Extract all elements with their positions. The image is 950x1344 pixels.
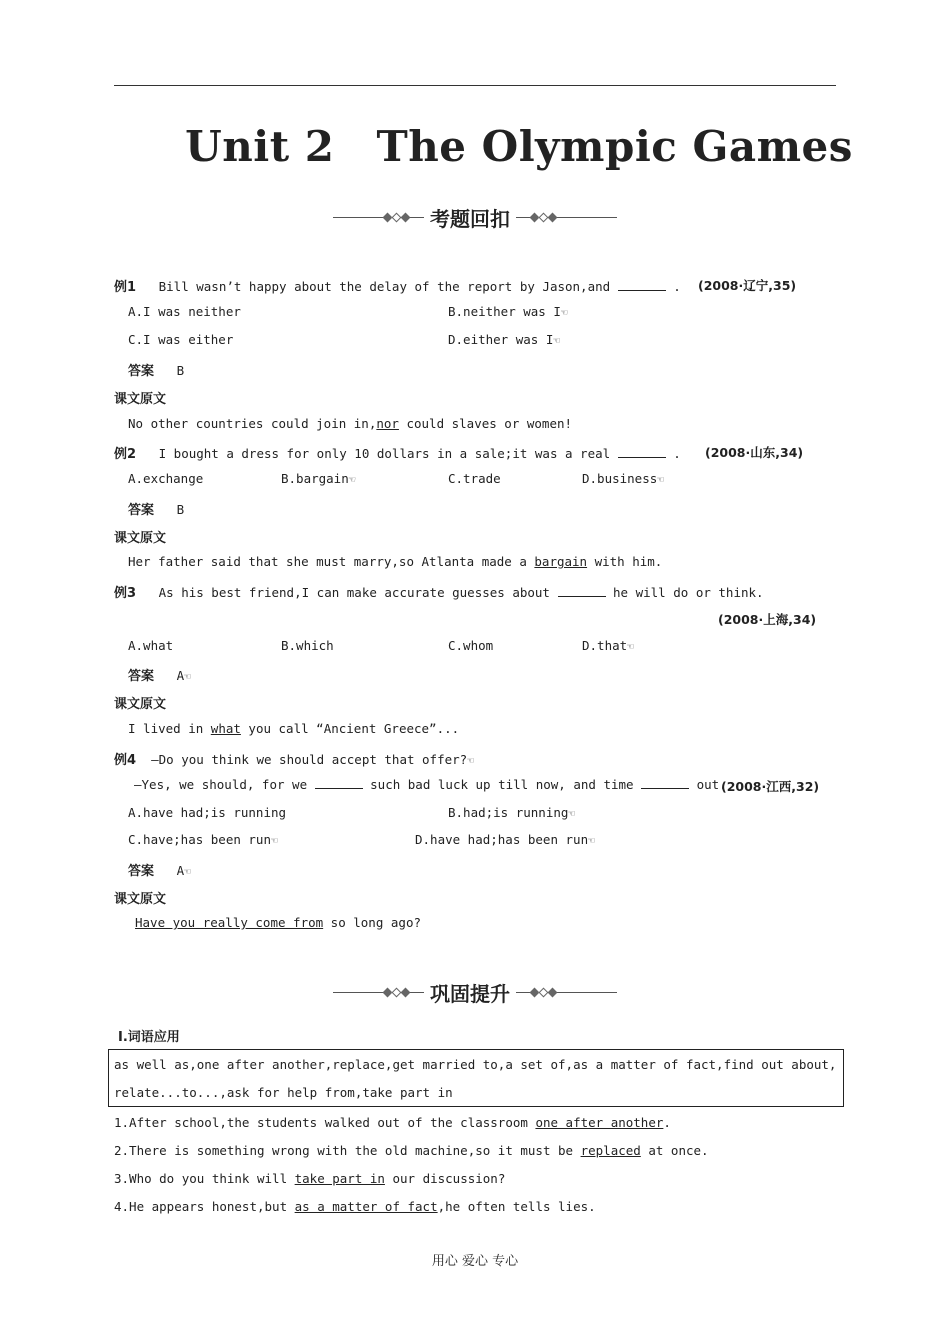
mark-icon: ☜ (568, 807, 576, 820)
example-4-source: (2008·江西,32) (721, 779, 820, 794)
example-4-reply: —Yes, we should, for we such bad luck up till now, and time out. (134, 777, 727, 792)
title-unit: Unit 2 (185, 122, 335, 171)
answer-blank (315, 778, 363, 789)
question-4: 4.He appears honest,but as a matter of fact,he often tells lies. (114, 1199, 596, 1214)
mark-icon: ☜ (271, 834, 278, 847)
example-tag: 例1 (114, 280, 137, 295)
example-3-answer: 答案 A☜ (128, 668, 191, 684)
mark-icon: ☜ (560, 306, 568, 319)
option-b: B.bargain☜ (281, 471, 356, 486)
option-d: D.have had;has been run☜ (415, 832, 595, 847)
header-rule (114, 85, 836, 86)
example-2-original: Her father said that she must marry,so Atlanta made a bargain with him. (128, 554, 663, 569)
mark-icon: ☜ (627, 640, 634, 653)
example-3-original: I lived in what you call “Ancient Greece”... (128, 721, 460, 736)
ornament-left-icon (333, 989, 424, 996)
example-1-original: No other countries could join in,nor could slaves or women! (128, 416, 573, 431)
option-d: D.either was I☜ (448, 332, 560, 347)
original-text-label: 课文原文 (114, 531, 167, 546)
option-c: C.trade (448, 471, 501, 486)
original-text-label: 课文原文 (114, 392, 167, 407)
example-4-answer: 答案 A☜ (128, 863, 191, 879)
example-2-answer: 答案 B (128, 502, 185, 518)
stem-end: . (673, 279, 681, 294)
option-b: B.had;is running☜ (448, 805, 576, 820)
question-2: 2.There is something wrong with the old machine,so it must be replaced at once. (114, 1143, 709, 1158)
question-3: 3.Who do you think will take part in our discussion? (114, 1171, 506, 1186)
section-heading-review (0, 203, 950, 232)
example-2-source: (2008·山东,34) (705, 445, 804, 460)
title-topic: The Olympic Games (376, 122, 853, 171)
original-text-label: 课文原文 (114, 892, 167, 907)
example-1-answer: 答案 B (128, 363, 185, 379)
option-c: C.whom (448, 638, 494, 653)
option-d: D.business☜ (582, 471, 664, 486)
example-1-stem (114, 276, 681, 295)
option-a: A.I was neither (128, 304, 241, 319)
example-3-stem: 例3 As his best friend,I can make accurate guesses about he will do or think. (114, 585, 764, 601)
ornament-right-icon (516, 989, 617, 996)
mark-icon: ☜ (184, 865, 191, 878)
option-a: A.exchange (128, 471, 204, 486)
answer-blank (618, 447, 666, 458)
page-footer: 用心 爱心 专心 (431, 1254, 519, 1269)
example-tag: 例3 (114, 586, 137, 601)
option-a: A.have had;is running (128, 805, 287, 820)
section-title: 考题回扣 (430, 207, 510, 231)
example-4-original: Have you really come from so long ago? (135, 915, 421, 930)
mark-icon: ☜ (467, 754, 474, 767)
option-b: B.neither was I☜ (448, 304, 568, 319)
example-3-source: (2008·上海,34) (718, 612, 817, 627)
section-heading-consolidate (0, 978, 950, 1007)
original-text-label: 课文原文 (114, 697, 167, 712)
option-c: C.I was either (128, 332, 234, 347)
mark-icon: ☜ (588, 834, 595, 847)
mark-icon: ☜ (348, 473, 356, 486)
ornament-left-icon (333, 214, 424, 221)
option-d: D.that☜ (582, 638, 634, 653)
option-c: C.have;has been run☜ (128, 832, 278, 847)
section-title: 巩固提升 (430, 982, 510, 1006)
page-title (0, 122, 950, 171)
answer-blank (618, 280, 666, 291)
example-tag: 例4 (114, 753, 137, 768)
example-4-stem: 例4 —Do you think we should accept that offer?☜ (114, 752, 474, 768)
example-2-stem: 例2 I bought a dress for only 10 dollars in a sale;it was a real . (114, 446, 681, 462)
example-tag: 例2 (114, 447, 137, 462)
option-a: A.what (128, 638, 174, 653)
mark-icon: ☜ (184, 670, 191, 683)
part-1-heading: Ⅰ.词语应用 (118, 1030, 180, 1045)
ornament-right-icon (516, 214, 617, 221)
answer-blank (641, 778, 689, 789)
question-1: 1.After school,the students walked out of the classroom one after another. (114, 1115, 671, 1130)
example-stem: Bill wasn’t happy about the delay of the report by Jason,and (158, 279, 611, 294)
mark-icon: ☜ (657, 473, 664, 486)
example-1-source: (2008·辽宁,35) (698, 278, 797, 293)
mark-icon: ☜ (553, 334, 560, 347)
answer-blank (558, 586, 606, 597)
option-b: B.which (281, 638, 334, 653)
word-bank-line-2: relate...to...,ask for help from,take part in (114, 1085, 453, 1100)
word-bank-line-1: as well as,one after another,replace,get married to,a set of,as a matter of fact,find out about, (114, 1057, 837, 1072)
